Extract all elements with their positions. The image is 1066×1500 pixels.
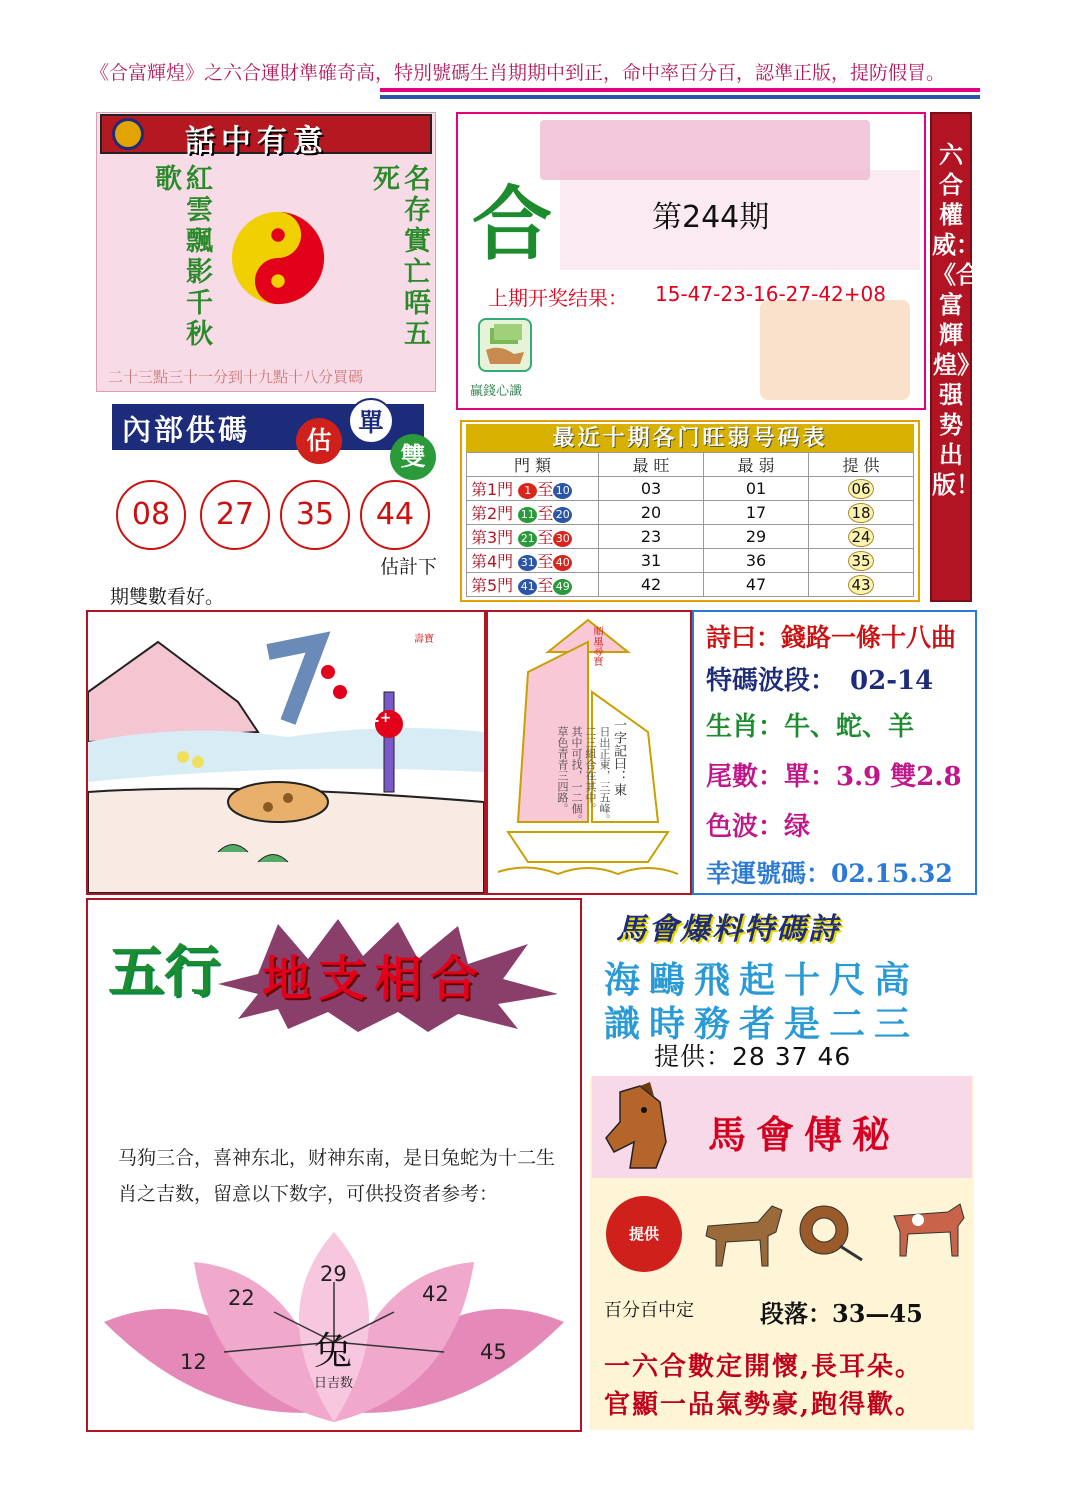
provide-badge: 43 <box>848 575 874 595</box>
riddle-title: 話中有意 <box>185 124 329 159</box>
last-result-value: 15-47-23-16-27-42+08 <box>655 282 886 306</box>
tag-even: 雙 <box>390 434 436 480</box>
boat-text: 其中可找，一二個。 <box>570 726 583 825</box>
horse-icon <box>698 1196 788 1272</box>
prediction-poem: 詩曰：錢路一條十八曲 <box>706 623 957 652</box>
secret-segment <box>760 1294 923 1329</box>
zodiac-value: 牛、蛇、羊 <box>784 712 915 742</box>
stamp-label: 提供 <box>628 1225 659 1243</box>
min-cell: 01 <box>704 477 809 501</box>
lucky-label: 幸運號碼： <box>706 859 832 888</box>
max-cell: 20 <box>599 501 704 525</box>
boat-flag: 順風尋寶 <box>591 626 602 666</box>
range-end: 20 <box>553 507 572 523</box>
boat-text: 草色青青三四路。 <box>556 726 569 814</box>
riddle-poem-left: 紅雲飄影千秋歌 <box>150 164 212 350</box>
horse-poem-line: 海鷗飛起十尺高 <box>604 959 920 1001</box>
range-start: 21 <box>518 531 537 547</box>
inner-code-title: 內部供碼 <box>122 413 251 447</box>
door-cell <box>467 549 599 573</box>
color-value: 绿 <box>784 812 811 842</box>
provide-badge: 35 <box>848 551 874 571</box>
provide-cell <box>809 525 914 549</box>
money-icon-caption: 贏錢心讖 <box>470 384 523 399</box>
color-row <box>706 806 810 843</box>
range-sep: 至 <box>537 552 554 571</box>
table-row <box>467 501 914 525</box>
lotus-caption: 日吉数 <box>314 1376 354 1391</box>
range-end: 10 <box>553 483 572 499</box>
min-cell: 17 <box>704 501 809 525</box>
wave-value: 02-14 <box>850 666 934 696</box>
max-cell: 03 <box>599 477 704 501</box>
segment-label: 段落： <box>760 1299 832 1328</box>
provide-cell <box>809 501 914 525</box>
lotus-number: 12 <box>180 1350 207 1374</box>
range-sep: 至 <box>537 480 554 499</box>
inner-number: 35 <box>280 480 350 550</box>
provide-cell <box>809 549 914 573</box>
logo-icon <box>112 118 144 150</box>
zodiac-label: 生肖： <box>706 712 785 742</box>
range-end: 40 <box>553 555 572 571</box>
provide-cell <box>809 573 914 597</box>
table-header: 提 供 <box>809 453 914 477</box>
issue-number: 第244期 <box>652 200 770 235</box>
header-rule-magenta <box>380 88 980 92</box>
riddle-picture <box>86 610 486 895</box>
inner-number: 44 <box>360 480 430 550</box>
ox-icon <box>888 1196 966 1262</box>
tail-value: 單：3.9 雙2.8 <box>784 762 962 792</box>
inner-note: 估計下 <box>380 556 438 578</box>
secret-title: 馬會傳秘 <box>708 1112 901 1157</box>
lotus-number: 42 <box>422 1282 449 1306</box>
issue-logo-text: 合 <box>472 177 552 271</box>
boat-text: 二三組合在其中。 <box>584 726 597 814</box>
horse-poem-provide: 提供：28 37 46 <box>654 1042 852 1071</box>
wuxing-text: 马狗三合，喜神东北，财神东南，是日兔蛇为十二生肖之吉数，留意以下数字，可供投资者参考： <box>118 1147 556 1205</box>
picture-sign-text: 2+ <box>370 710 392 726</box>
table-row <box>467 525 914 549</box>
table-row <box>467 477 914 501</box>
secret-pct: 百分百中定 <box>604 1300 694 1321</box>
door-label: 第4門 <box>471 552 514 571</box>
landscape-illustration <box>88 612 484 893</box>
zodiac-row <box>706 706 914 743</box>
secret-line: 官顯一品氣勢豪,跑得歡。 <box>604 1390 924 1420</box>
table-row <box>467 549 914 573</box>
table-header: 最 旺 <box>599 453 704 477</box>
last-result-label: 上期开奖结果： <box>488 286 628 310</box>
door-cell <box>467 573 599 597</box>
wave-label: 特碼波段： <box>706 666 837 696</box>
inner-note: 期雙數看好。 <box>110 586 225 608</box>
door-label: 第5門 <box>471 576 514 595</box>
inner-number: 08 <box>116 480 186 550</box>
picture-badge: 壽寶 <box>414 634 434 645</box>
table-header: 門 類 <box>467 453 599 477</box>
riddle-footer: 二十三點三十一分到十九點十八分買碼 <box>108 368 364 386</box>
color-label: 色波： <box>706 812 785 842</box>
range-start: 1 <box>518 483 537 499</box>
blurred-region <box>540 120 870 180</box>
side-banner-text: 六合權威：《合富輝煌》强势出版！ <box>932 140 980 499</box>
boat-text: 日出正東，三五峰。 <box>598 726 611 825</box>
lucky-row <box>706 854 953 890</box>
min-cell: 36 <box>704 549 809 573</box>
range-sep: 至 <box>537 576 554 595</box>
snake-icon <box>794 1196 864 1272</box>
range-start: 31 <box>518 555 537 571</box>
table-row <box>467 573 914 597</box>
boat-panel <box>486 610 692 895</box>
lucky-value: 02.15.32 <box>831 859 953 888</box>
door-cell <box>467 501 599 525</box>
max-cell: 23 <box>599 525 704 549</box>
range-start: 41 <box>518 579 537 595</box>
door-cell <box>467 477 599 501</box>
tail-label: 尾數： <box>706 762 785 792</box>
lotus-number: 29 <box>320 1262 347 1286</box>
door-label: 第2門 <box>471 504 514 523</box>
horse-poem-line: 識時務者是二三 <box>604 1003 920 1045</box>
range-start: 11 <box>518 507 537 523</box>
table-header: 最 弱 <box>704 453 809 477</box>
range-sep: 至 <box>537 528 554 547</box>
door-label: 第1門 <box>471 480 514 499</box>
money-hand-icon <box>478 318 532 372</box>
tag-estimate: 估 <box>296 418 342 464</box>
provide-badge: 24 <box>848 527 874 547</box>
blurred-region <box>760 300 910 400</box>
header-banner: 《合富輝煌》之六合運財準確奇高，特別號碼生肖期期中到正，命中率百分百，認準正版，提防假冒。 <box>90 62 946 84</box>
segment-value: 33—45 <box>832 1299 923 1328</box>
door-cell <box>467 525 599 549</box>
provide-cell <box>809 477 914 501</box>
provide-badge: 06 <box>848 479 874 499</box>
yin-yang-icon <box>230 210 326 306</box>
lotus-center: 兔 <box>314 1329 353 1373</box>
min-cell: 47 <box>704 573 809 597</box>
tail-row <box>706 756 962 793</box>
inner-number: 27 <box>200 480 270 550</box>
door-label: 第3門 <box>471 528 514 547</box>
riddle-poem-right: 名存實亡唔五死 <box>368 164 430 350</box>
max-cell: 31 <box>599 549 704 573</box>
wave-row <box>706 660 933 697</box>
max-cell: 42 <box>599 573 704 597</box>
lotus-number: 45 <box>480 1340 507 1364</box>
door-table-title: 最近十期各门旺弱号码表 <box>466 424 914 452</box>
range-end: 30 <box>553 531 572 547</box>
lotus-number: 22 <box>228 1286 255 1310</box>
wuxing-title-a: 五行 <box>108 939 220 1005</box>
boat-text: 一字記曰：東 <box>611 718 626 796</box>
header-rule-blue <box>380 95 980 99</box>
door-table-body <box>467 477 914 597</box>
provider-stamp <box>606 1196 682 1272</box>
range-end: 49 <box>553 579 572 595</box>
secret-line: 一六合數定開懷,長耳朵。 <box>604 1352 924 1382</box>
door-table <box>466 452 914 597</box>
wuxing-title-b: 地支相合 <box>262 951 487 1007</box>
horse-poem-title: 馬會爆料特碼詩 <box>616 912 840 947</box>
horse-head-icon <box>600 1082 672 1172</box>
range-sep: 至 <box>537 504 554 523</box>
provide-badge: 18 <box>848 503 874 523</box>
tag-odd: 單 <box>348 398 394 444</box>
min-cell: 29 <box>704 525 809 549</box>
